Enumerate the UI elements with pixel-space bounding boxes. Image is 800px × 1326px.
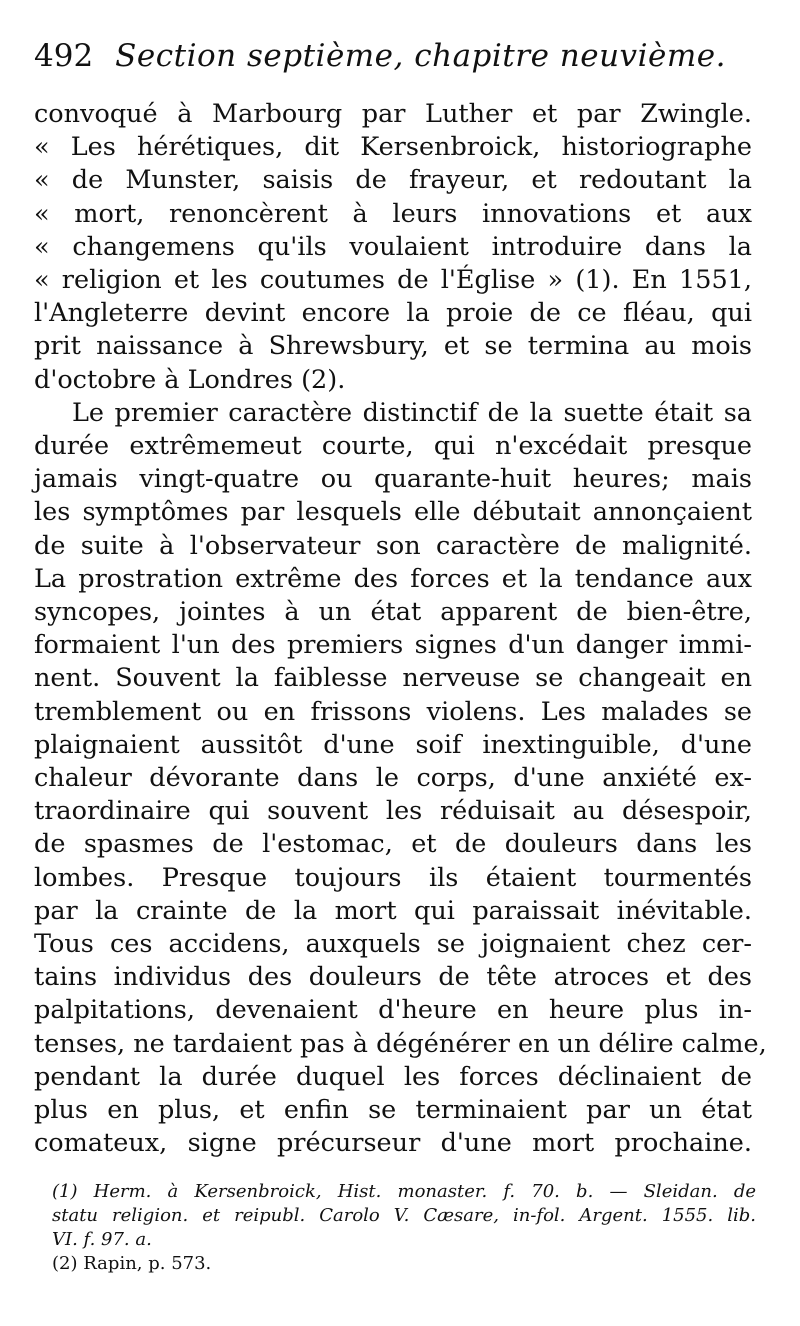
text-line: Tous ces accidens, auxquels se joignaient chez cer- — [34, 929, 752, 960]
footnote-line: (1) Herm. à Kersenbroick, Hist. monaster. f. 70. b. — Sleidan. de — [52, 1181, 756, 1202]
page-number: 492 — [34, 38, 94, 74]
footnote-line: (2) Rapin, p. 573. — [52, 1253, 212, 1274]
text-line: tains individus des douleurs de tête atroces et des — [34, 962, 752, 993]
text-line: de spasmes de l'estomac, et de douleurs dans les — [34, 829, 752, 860]
text-line: pendant la durée duquel les forces déclinaient de — [34, 1061, 752, 1092]
text-line: formaient l'un des premiers signes d'un danger immi- — [34, 630, 752, 661]
text-line: de suite à l'observateur son caractère de malignité. — [34, 530, 752, 561]
text-line: plaignaient aussitôt d'une soif inextinguible, d'une — [34, 729, 752, 760]
text-line: tremblement ou en frissons violens. Les malades se — [34, 696, 752, 727]
text-line: palpitations, devenaient d'heure en heure plus in- — [34, 995, 752, 1026]
footnotes — [52, 1180, 756, 1276]
text-line: « mort, renoncèrent à leurs innovations et aux — [34, 198, 752, 229]
main-text — [34, 98, 767, 1161]
paragraph-start-line: Le premier caractère distinctif de la suette était sa — [72, 397, 752, 428]
text-line: La prostration extrême des forces et la tendance aux — [34, 563, 752, 594]
running-head: Section septième, chapitre neuvième. — [115, 38, 726, 74]
text-line: nent. Souvent la faiblesse nerveuse se changeait en — [34, 663, 752, 694]
text-line: « religion et les coutumes de l'Église » (1). En 1551, — [34, 265, 752, 296]
text-line: plus en plus, et enfin se terminaient par un état — [34, 1095, 752, 1126]
text-line: comateux, signe précurseur d'une mort prochaine. — [34, 1128, 752, 1159]
page-header — [34, 38, 752, 98]
text-line: syncopes, jointes à un état apparent de bien-être, — [34, 597, 752, 628]
text-line: par la crainte de la mort qui paraissait inévitable. — [34, 895, 752, 926]
text-line: d'octobre à Londres (2). — [34, 364, 346, 395]
text-line: prit naissance à Shrewsbury, et se termina au mois — [34, 331, 752, 362]
text-line: convoqué à Marbourg par Luther et par Zwingle. — [34, 99, 752, 129]
text-line: les symptômes par lesquels elle débutait annonçaient — [34, 497, 752, 528]
footnote-line: statu religion. et reipubl. Carolo V. Cæsare, in-fol. Argent. 1555. lib. — [52, 1205, 756, 1226]
footnote-line: VI. f. 97. a. — [52, 1229, 152, 1250]
text-line: traordinaire qui souvent les réduisait au désespoir, — [34, 796, 752, 827]
text-line: lombes. Presque toujours ils étaient tourmentés — [34, 862, 752, 893]
text-line: « de Munster, saisis de frayeur, et redoutant la — [34, 165, 752, 196]
text-line: l'Angleterre devint encore la proie de ce fléau, qui — [34, 298, 752, 329]
text-line: « Les hérétiques, dit Kersenbroick, historiographe — [34, 132, 752, 163]
text-line: tenses, ne tardaient pas à dégénérer en un délire calme, — [34, 1028, 767, 1059]
text-line: « changemens qu'ils voulaient introduire dans la — [34, 231, 752, 262]
text-line: durée extrêmemeut courte, qui n'excédait presque — [34, 431, 752, 462]
text-line: chaleur dévorante dans le corps, d'une anxiété ex- — [34, 763, 752, 794]
text-line: jamais vingt-quatre ou quarante-huit heures; mais — [34, 464, 752, 495]
